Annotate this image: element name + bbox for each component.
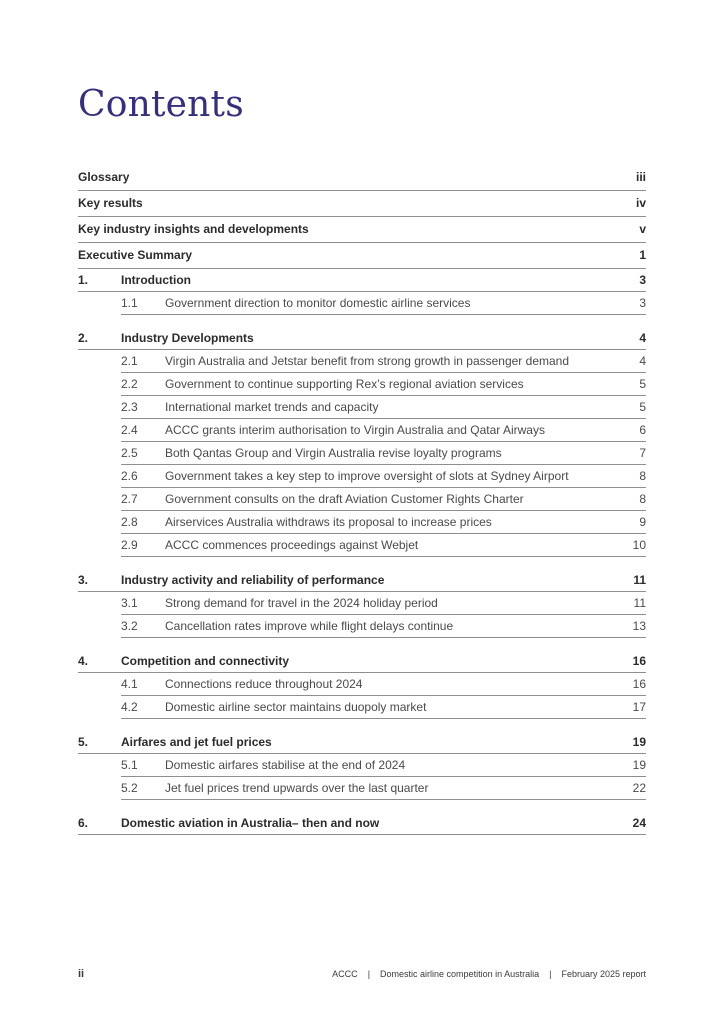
toc-subsection-number: 5.2 [121, 781, 138, 795]
toc-subsection-page: 5 [639, 400, 646, 414]
toc-subsection-page: 5 [639, 377, 646, 391]
toc-entry[interactable] [78, 165, 646, 191]
toc-section[interactable] [78, 650, 646, 673]
toc-subsection-page: 9 [639, 515, 646, 529]
toc-subsection-number: 4.1 [121, 677, 138, 691]
toc-subsection-page: 11 [633, 596, 646, 610]
toc-subsection-number: 4.2 [121, 700, 138, 714]
toc-subsection-title: Domestic airline sector maintains duopoly market [165, 700, 427, 714]
toc-entry[interactable] [78, 243, 646, 269]
toc-entry[interactable] [78, 217, 646, 243]
toc-subsection-title: Connections reduce throughout 2024 [165, 677, 363, 691]
toc-subsection[interactable] [121, 615, 646, 638]
toc-section[interactable] [78, 569, 646, 592]
toc-section-number: 5. [78, 735, 89, 749]
section-gap [78, 719, 646, 731]
section-gap [78, 315, 646, 327]
toc-section-title: Industry Developments [121, 331, 254, 345]
toc-subsection-page: 17 [632, 700, 646, 714]
toc-subsection[interactable] [121, 419, 646, 442]
toc-subsection[interactable] [121, 396, 646, 419]
footer-page-number: ii [78, 968, 85, 980]
toc-subsection-number: 3.2 [121, 619, 138, 633]
toc-subsection-number: 2.9 [121, 538, 138, 552]
toc-entry-page: v [639, 222, 646, 236]
toc-section-number: 3. [78, 573, 89, 587]
toc-subsection[interactable] [121, 592, 646, 615]
toc-entry-title: Key results [78, 196, 143, 210]
toc-subsection-page: 13 [632, 619, 646, 633]
toc-subsection-number: 2.7 [121, 492, 138, 506]
toc-subsection-title: Government takes a key step to improve oversight of slots at Sydney Airport [165, 469, 569, 483]
toc-section-title: Airfares and jet fuel prices [121, 735, 272, 749]
section-gap [78, 638, 646, 650]
toc-section[interactable] [78, 812, 646, 835]
toc-entry[interactable] [78, 191, 646, 217]
toc-subsection-page: 16 [632, 677, 646, 691]
toc-subsection-number: 2.4 [121, 423, 138, 437]
toc-subsection-title: Jet fuel prices trend upwards over the last quarter [165, 781, 429, 795]
toc-subsection-page: 8 [639, 492, 646, 506]
toc-subsection-title: Government to continue supporting Rex’s regional aviation services [165, 377, 524, 391]
toc-subsection-number: 2.5 [121, 446, 138, 460]
page-title: Contents [78, 84, 244, 125]
toc-subsection-page: 3 [639, 296, 646, 310]
page-footer [78, 966, 646, 982]
toc-section[interactable] [78, 269, 646, 292]
footer-org: ACCC [332, 969, 358, 979]
toc-entry-page: 1 [639, 248, 646, 262]
toc-entry-page: iii [635, 170, 646, 184]
toc-subsection-title: Government consults on the draft Aviation Customer Rights Charter [165, 492, 524, 506]
toc-section-title: Industry activity and reliability of performance [121, 573, 385, 587]
toc-subsection[interactable] [121, 673, 646, 696]
toc-section-page: 3 [639, 273, 646, 287]
toc-subsection-title: Strong demand for travel in the 2024 holiday period [165, 596, 438, 610]
toc-section[interactable] [78, 731, 646, 754]
footer-report-date: February 2025 report [561, 969, 646, 979]
footer-doc-title: Domestic airline competition in Australia [380, 969, 540, 979]
toc-subsection-title: ACCC commences proceedings against Webjet [165, 538, 419, 552]
toc-subsection[interactable] [121, 488, 646, 511]
toc-subsection-page: 10 [632, 538, 646, 552]
toc-entry-title: Glossary [78, 170, 130, 184]
footer-separator: | [549, 969, 552, 979]
footer-info [332, 966, 646, 982]
toc-subsection-title: Government direction to monitor domestic airline services [165, 296, 471, 310]
toc-subsection[interactable] [121, 373, 646, 396]
toc-subsection-number: 2.1 [121, 354, 138, 368]
toc-subsection[interactable] [121, 777, 646, 800]
toc-section-page: 4 [639, 331, 646, 345]
table-of-contents [78, 165, 646, 835]
toc-subsection-number: 1.1 [121, 296, 138, 310]
toc-subsection[interactable] [121, 465, 646, 488]
toc-subsection-number: 2.3 [121, 400, 138, 414]
toc-section[interactable] [78, 327, 646, 350]
section-gap [78, 800, 646, 812]
toc-subsection-title: International market trends and capacity [165, 400, 379, 414]
section-gap [78, 557, 646, 569]
toc-section-number: 4. [78, 654, 89, 668]
toc-subsection-number: 2.6 [121, 469, 138, 483]
toc-subsection-page: 7 [639, 446, 646, 460]
toc-section-title: Introduction [121, 273, 191, 287]
toc-subsection-number: 2.8 [121, 515, 138, 529]
toc-section-title: Competition and connectivity [121, 654, 290, 668]
toc-subsection-title: Domestic airfares stabilise at the end of 2024 [165, 758, 406, 772]
toc-subsection-page: 4 [639, 354, 646, 368]
toc-entry-title: Executive Summary [78, 248, 193, 262]
footer-separator: | [367, 969, 371, 979]
toc-subsection[interactable] [121, 511, 646, 534]
toc-subsection[interactable] [121, 534, 646, 557]
toc-entry-page: iv [635, 196, 646, 210]
toc-subsection[interactable] [121, 350, 646, 373]
toc-section-title: Domestic aviation in Australia– then and now [121, 816, 380, 830]
toc-subsection[interactable] [121, 292, 646, 315]
toc-subsection-number: 5.1 [121, 758, 138, 772]
toc-section-page: 19 [632, 735, 646, 749]
toc-subsection-page: 19 [632, 758, 646, 772]
toc-section-page: 11 [633, 573, 646, 587]
toc-section-number: 2. [78, 331, 89, 345]
toc-subsection-page: 6 [639, 423, 646, 437]
toc-subsection-page: 22 [632, 781, 646, 795]
toc-subsection[interactable] [121, 442, 646, 465]
toc-section-number: 6. [78, 816, 89, 830]
toc-subsection-number: 2.2 [121, 377, 138, 391]
toc-section-page: 24 [632, 816, 646, 830]
toc-section-page: 16 [632, 654, 646, 668]
toc-subsection-title: Airservices Australia withdraws its proposal to increase prices [165, 515, 492, 529]
toc-subsection-title: Both Qantas Group and Virgin Australia revise loyalty programs [165, 446, 502, 460]
toc-subsection-title: ACCC grants interim authorisation to Virgin Australia and Qatar Airways [165, 423, 545, 437]
toc-section-number: 1. [78, 273, 89, 287]
toc-subsection[interactable] [121, 696, 646, 719]
toc-subsection-number: 3.1 [121, 596, 138, 610]
toc-subsection[interactable] [121, 754, 646, 777]
toc-subsection-title: Virgin Australia and Jetstar benefit from strong growth in passenger demand [165, 354, 570, 368]
toc-subsection-page: 8 [639, 469, 646, 483]
toc-entry-title: Key industry insights and developments [78, 222, 309, 236]
toc-subsection-title: Cancellation rates improve while flight delays continue [165, 619, 454, 633]
